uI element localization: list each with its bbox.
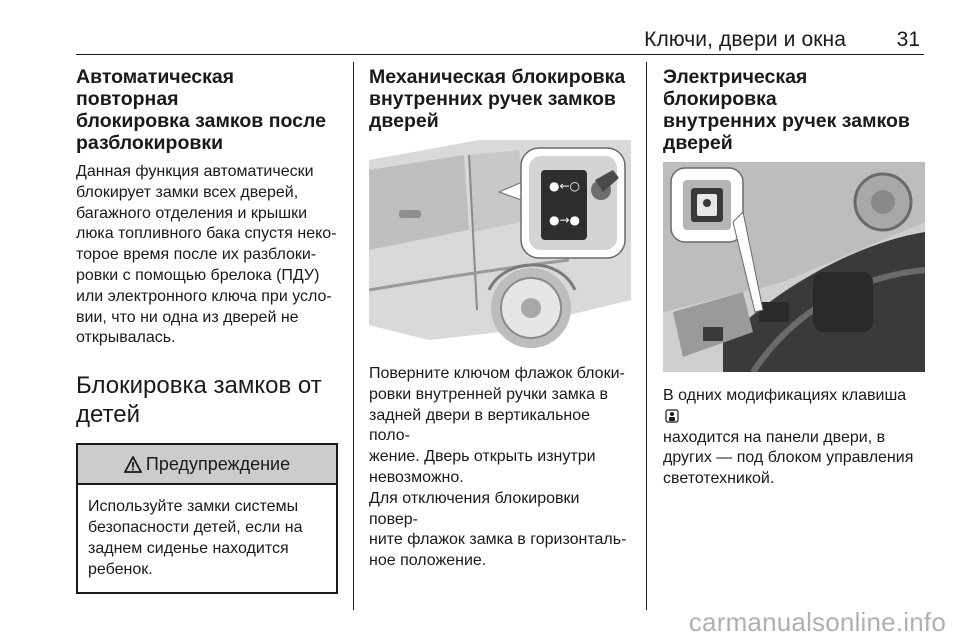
page-header bbox=[76, 26, 924, 55]
warning-text: Используйте замки системы безопасности детей, если на заднем сиденье находится ребенок. bbox=[88, 498, 303, 578]
header-title: Ключи, двери и окна bbox=[644, 28, 846, 51]
electric-lock-caption-end: находится на панели двери, в других — под блоком управления светотехникой. bbox=[663, 428, 914, 488]
page-number: 31 bbox=[896, 28, 920, 51]
warning-header bbox=[78, 445, 336, 485]
rear-door-illustration bbox=[369, 140, 631, 350]
child-lock-icon bbox=[665, 409, 679, 423]
column-2 bbox=[369, 66, 631, 572]
watermark: carmanualsonline.info bbox=[688, 607, 946, 637]
section-heading-auto-relock: Автоматическая повторная блокировка замков после разблокировки bbox=[76, 66, 326, 154]
rear-door-drawing bbox=[369, 140, 631, 350]
auto-relock-text: Данная функция автоматически блокирует замки всех дверей, багажного отделения и крышки люка топливного бака спустя неко- торое время после их разблоки- ровки с помощью брелока (ПДУ) или электронного ключа при усло- вии, что ни одна из дверей не открывалась. bbox=[76, 163, 337, 347]
svg-text:●→●: ●→● bbox=[549, 213, 580, 227]
door-panel-drawing bbox=[663, 162, 925, 372]
svg-text:●←○: ●←○ bbox=[549, 179, 580, 193]
electric-lock-caption-start: В одних модификациях клавиша bbox=[663, 387, 907, 404]
warning-title: Предупреждение bbox=[145, 453, 291, 474]
column-3 bbox=[663, 66, 925, 490]
column-1 bbox=[76, 66, 338, 594]
warning-triangle-icon bbox=[124, 456, 142, 473]
column-divider bbox=[646, 62, 647, 610]
mechanical-lock-caption-1: Поверните ключом флажок блоки- ровки внутренней ручки замка в задней двери в вертикальное поло- жение. Дверь открыть изнутри невозможно. bbox=[369, 365, 625, 486]
column-divider bbox=[353, 62, 354, 610]
section-heading-mechanical-lock: Механическая блокировка внутренних ручек замков дверей bbox=[369, 66, 626, 132]
electric-lock-caption bbox=[663, 386, 925, 490]
section-heading-electric-lock: Электрическая блокировка внутренних ручек замков дверей bbox=[663, 66, 910, 154]
door-panel-illustration bbox=[663, 162, 925, 372]
warning-box bbox=[76, 443, 338, 594]
section-title-child-lock: Блокировка замков от детей bbox=[76, 372, 322, 429]
mechanical-lock-caption-2: Для отключения блокировки повер- ните флажок замка в горизонталь- ное положение. bbox=[369, 489, 627, 570]
